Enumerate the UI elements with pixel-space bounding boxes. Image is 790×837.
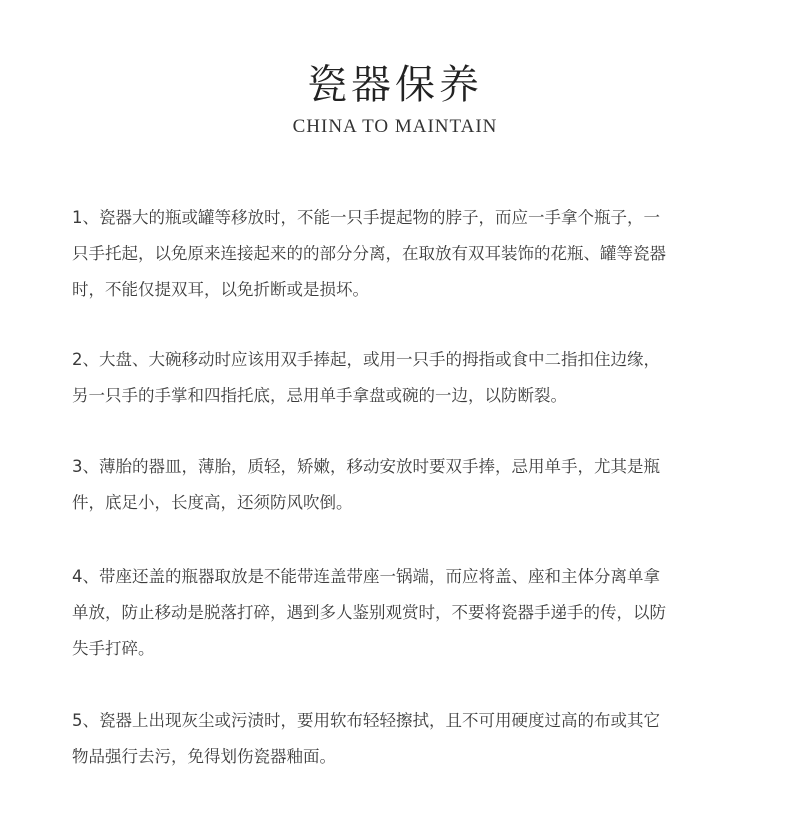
care-tip-1 xyxy=(72,200,732,308)
text-line: 时，不能仅提双耳，以免折断或是损坏。 xyxy=(72,280,369,299)
care-tip-4 xyxy=(72,559,732,667)
text-line: 2、大盘、大碗移动时应该用双手捧起，或用一只手的拇指或食中二指扣住边缘， xyxy=(72,350,660,369)
text-line: 另一只手的手掌和四指托底，忌用单手拿盘或碗的一边，以防断裂。 xyxy=(72,386,567,405)
page-title: 瓷器保养 xyxy=(307,62,483,108)
text-line: 1、瓷器大的瓶或罐等移放时，不能一只手提起物的脖子，而应一手拿个瓶子，一 xyxy=(72,208,660,227)
care-tip-5 xyxy=(72,703,732,775)
page-subtitle: CHINA TO MAINTAIN xyxy=(292,116,498,137)
text-line: 件，底足小，长度高，还须防风吹倒。 xyxy=(72,493,353,512)
text-line: 3、薄胎的器皿，薄胎，质轻，矫嫩，移动安放时要双手捧，忌用单手，尤其是瓶 xyxy=(72,457,660,476)
text-line: 4、带座还盖的瓶器取放是不能带连盖带座一锅端，而应将盖、座和主体分离单拿 xyxy=(72,567,660,586)
care-tip-2 xyxy=(72,342,732,414)
care-tip-3 xyxy=(72,449,732,521)
text-line: 5、瓷器上出现灰尘或污渍时，要用软布轻轻擦拭，且不可用硬度过高的布或其它 xyxy=(72,711,660,730)
text-line: 只手托起，以免原来连接起来的的部分分离，在取放有双耳装饰的花瓶、罐等瓷器 xyxy=(72,244,666,263)
text-line: 物品强行去污，免得划伤瓷器釉面。 xyxy=(72,747,336,766)
text-line: 单放，防止移动是脱落打碎，遇到多人鉴别观赏时，不要将瓷器手递手的传，以防 xyxy=(72,603,666,622)
text-line: 失手打碎。 xyxy=(72,639,155,658)
